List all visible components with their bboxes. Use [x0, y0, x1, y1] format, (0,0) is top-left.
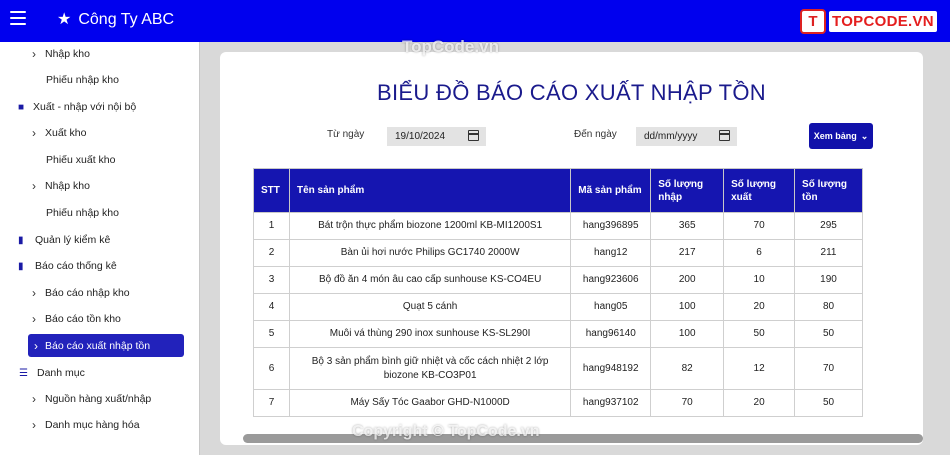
view-table-button[interactable]: [809, 123, 873, 149]
from-date-value: 19/10/2024: [395, 131, 446, 142]
cell-qty-stock: 211: [795, 240, 863, 267]
cell-product-name: Bộ 3 sản phẩm bình giữ nhiệt và cốc cách nhiệt 2 lớp biozone KB-CO3P01: [289, 348, 570, 390]
sidebar-item-xuat-kho[interactable]: [0, 124, 199, 142]
sidebar-item-label: Nguồn hàng xuất/nhập: [45, 393, 152, 405]
from-date-label: Từ ngày: [327, 129, 365, 140]
sidebar-item-xuat-nhap-noi-bo[interactable]: [0, 98, 199, 116]
sidebar-item-phieu-xuat-kho[interactable]: [0, 151, 199, 169]
top-bar: [0, 0, 950, 42]
cell-qty-out: 10: [724, 267, 795, 294]
menu-icon[interactable]: [10, 11, 26, 25]
cell-stt: 4: [254, 294, 290, 321]
calendar-icon[interactable]: [468, 130, 479, 141]
sidebar-item-label: Báo cáo tồn kho: [45, 313, 121, 325]
sidebar-item-label: Phiếu xuất kho: [46, 154, 116, 166]
table-row: [254, 321, 863, 348]
star-icon: ★: [57, 11, 72, 28]
sidebar-item-nhap-kho-2[interactable]: [0, 177, 199, 195]
watermark-bottom: Copyright © TopCode.vn: [352, 423, 540, 440]
report-panel: [220, 52, 923, 445]
sidebar-item-bao-cao-nhap-kho[interactable]: [0, 284, 199, 302]
col-header-qty-in: Số lượng nhập: [651, 169, 724, 213]
sidebar-item-label: Báo cáo nhập kho: [45, 287, 130, 299]
sidebar-divider: [199, 42, 200, 455]
cell-qty-stock: 50: [795, 321, 863, 348]
table-row: [254, 348, 863, 390]
calendar-icon[interactable]: [719, 130, 730, 141]
cell-stt: 6: [254, 348, 290, 390]
table-row: [254, 213, 863, 240]
sidebar-item-label: Báo cáo thống kê: [35, 260, 117, 272]
table-row: [254, 390, 863, 417]
sidebar-item-label: Phiếu nhập kho: [46, 74, 119, 86]
cell-stt: 3: [254, 267, 290, 294]
sidebar-item-bao-cao-thong-ke[interactable]: [0, 257, 199, 275]
topcode-logo: [800, 9, 937, 34]
bar-chart-icon: ▮: [18, 234, 24, 246]
clipboard-icon: ■: [18, 101, 25, 113]
sidebar-item-label: Nhập kho: [45, 180, 90, 192]
chevron-right-icon: ›: [32, 47, 36, 61]
to-date-value: dd/mm/yyyy: [644, 131, 698, 142]
table-row: [254, 240, 863, 267]
chevron-right-icon: ›: [32, 179, 36, 193]
cell-product-code: hang396895: [571, 213, 651, 240]
sidebar-item-phieu-nhap-kho[interactable]: [0, 71, 199, 89]
sidebar-item-label: Nhập kho: [45, 48, 90, 60]
cell-product-code: hang96140: [571, 321, 651, 348]
cell-qty-in: 365: [651, 213, 724, 240]
list-icon: ☰: [19, 367, 28, 379]
col-header-qty-out: Số lượng xuất: [724, 169, 795, 213]
bar-chart-icon: ▮: [18, 260, 24, 272]
cell-qty-stock: 80: [795, 294, 863, 321]
cell-stt: 2: [254, 240, 290, 267]
cell-product-code: hang937102: [571, 390, 651, 417]
sidebar: [0, 42, 199, 455]
cell-product-name: Bộ đồ ăn 4 món âu cao cấp sunhouse KS-CO4EU: [289, 267, 570, 294]
cell-qty-out: 12: [724, 348, 795, 390]
to-date-label: Đến ngày: [574, 129, 617, 140]
brand[interactable]: [57, 11, 174, 29]
cell-qty-stock: 190: [795, 267, 863, 294]
watermark-top: TopCode.vn: [402, 37, 499, 56]
cell-product-name: Quạt 5 cánh: [289, 294, 570, 321]
cell-qty-stock: 70: [795, 348, 863, 390]
cell-product-name: Bàn ủi hơi nước Philips GC1740 2000W: [289, 240, 570, 267]
cell-qty-in: 217: [651, 240, 724, 267]
company-name: Công Ty ABC: [78, 11, 175, 28]
sidebar-item-danh-muc-hang-hoa[interactable]: [0, 416, 199, 434]
chevron-right-icon: ›: [32, 392, 36, 406]
chevron-right-icon: ›: [32, 418, 36, 432]
cell-product-name: Muôi vá thùng 290 inox sunhouse KS-SL290I: [289, 321, 570, 348]
table-row: [254, 294, 863, 321]
from-date-input[interactable]: [387, 127, 486, 146]
table-header-row: [254, 169, 863, 213]
cell-product-code: hang12: [571, 240, 651, 267]
col-header-product-code: Mã sản phẩm: [571, 169, 651, 213]
chevron-right-icon: ›: [32, 312, 36, 326]
cell-product-code: hang948192: [571, 348, 651, 390]
cell-product-code: hang923606: [571, 267, 651, 294]
sidebar-item-nhap-kho[interactable]: [0, 45, 199, 63]
view-table-label: Xem bảng: [813, 131, 857, 141]
logo-text: TOPCODE.VN: [829, 11, 937, 32]
cell-qty-out: 50: [724, 321, 795, 348]
chevron-down-icon: ⌄: [860, 130, 869, 141]
chevron-right-icon: ›: [32, 286, 36, 300]
col-header-stt: STT: [254, 169, 290, 213]
cell-qty-in: 70: [651, 390, 724, 417]
sidebar-item-phieu-nhap-kho-2[interactable]: [0, 204, 199, 222]
cell-product-code: hang05: [571, 294, 651, 321]
sidebar-item-quan-ly-kiem-ke[interactable]: [0, 231, 199, 249]
chevron-right-icon: ›: [32, 126, 36, 140]
sidebar-item-nguon-hang[interactable]: [0, 390, 199, 408]
page-title: BIỂU ĐỒ BÁO CÁO XUẤT NHẬP TỒN: [377, 80, 766, 105]
sidebar-item-label: Quản lý kiểm kê: [35, 234, 111, 246]
chevron-right-icon: ›: [34, 338, 38, 353]
sidebar-item-label: Phiếu nhập kho: [46, 207, 119, 219]
to-date-input[interactable]: [636, 127, 737, 146]
logo-mark-icon: T: [800, 9, 826, 34]
cell-qty-in: 200: [651, 267, 724, 294]
report-table: [253, 168, 863, 417]
cell-qty-stock: 50: [795, 390, 863, 417]
cell-stt: 1: [254, 213, 290, 240]
col-header-product-name: Tên sản phẩm: [289, 169, 570, 213]
cell-qty-in: 100: [651, 321, 724, 348]
sidebar-item-label: Danh mục: [37, 367, 85, 379]
cell-qty-out: 70: [724, 213, 795, 240]
horizontal-scrollbar[interactable]: [243, 434, 923, 443]
sidebar-item-label: Xuất - nhập với nội bộ: [33, 101, 137, 113]
table-row: [254, 267, 863, 294]
cell-qty-in: 82: [651, 348, 724, 390]
cell-product-name: Máy Sấy Tóc Gaabor GHD-N1000D: [289, 390, 570, 417]
cell-qty-out: 6: [724, 240, 795, 267]
cell-qty-out: 20: [724, 390, 795, 417]
cell-product-name: Bát trộn thực phẩm biozone 1200ml KB-MI1200S1: [289, 213, 570, 240]
sidebar-item-danh-muc[interactable]: [0, 364, 199, 382]
col-header-qty-stock: Số lượng tồn: [795, 169, 863, 213]
sidebar-item-bao-cao-ton-kho[interactable]: [0, 310, 199, 328]
sidebar-item-bao-cao-xuat-nhap-ton[interactable]: [28, 334, 184, 357]
sidebar-item-label: Xuất kho: [45, 127, 87, 139]
cell-stt: 5: [254, 321, 290, 348]
cell-qty-in: 100: [651, 294, 724, 321]
sidebar-item-label: Báo cáo xuất nhập tồn: [45, 339, 151, 352]
cell-stt: 7: [254, 390, 290, 417]
cell-qty-stock: 295: [795, 213, 863, 240]
cell-qty-out: 20: [724, 294, 795, 321]
sidebar-item-label: Danh mục hàng hóa: [45, 419, 140, 431]
